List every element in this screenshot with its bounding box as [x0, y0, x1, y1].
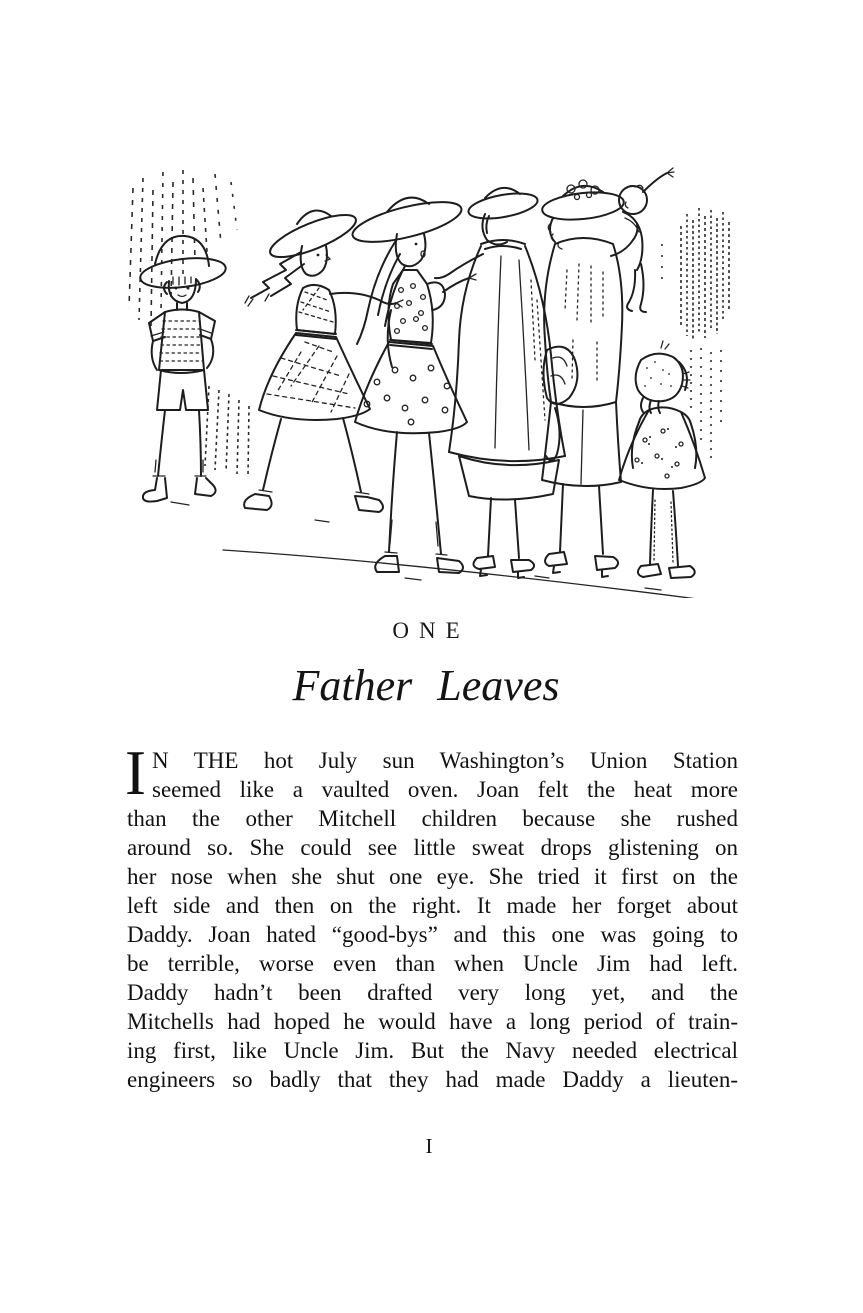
- body-paragraph: [125, 738, 738, 1094]
- body-line: ing first, like Uncle Jim. But the Navy needed electrical: [127, 1038, 738, 1063]
- body-line: N THE hot July sun Washington’s Union Station: [152, 748, 738, 773]
- chapter-number: ONE: [392, 618, 470, 643]
- station-illustration-drawing: [105, 160, 753, 598]
- right-building-sketch: [662, 208, 729, 460]
- toddler-bonnet-figure: [619, 341, 705, 578]
- body-line: seemed like a vaulted oven. Joan felt the heat more: [152, 777, 738, 802]
- mother-baby-figure: [541, 168, 674, 577]
- body-line: around so. She could see little sweat drops glistening on: [127, 835, 738, 860]
- body-line: Mitchells had hoped he would have a long period of train-: [127, 1009, 738, 1034]
- body-line: than the other Mitchell children because she rushed: [127, 806, 738, 831]
- body-line: left side and then on the right. It made her forget about: [127, 893, 738, 918]
- body-line: be terrible, worse even than when Uncle Jim had left.: [127, 951, 738, 976]
- shadow-hatching: [205, 386, 249, 476]
- body-line: engineers so badly that they had made Daddy a lieuten-: [127, 1067, 738, 1092]
- station-illustration: [105, 160, 753, 598]
- chapter-title: Father Leaves: [292, 661, 560, 710]
- body-line: Daddy. Joan hated “good-bys” and this one was going to: [127, 922, 738, 947]
- boy-figure: [139, 236, 228, 502]
- body-line: Daddy hadn’t been drafted very long yet, and the: [127, 980, 738, 1005]
- woman-coat-figure: [435, 188, 577, 578]
- sidewalk-line: [171, 502, 751, 598]
- page-number: I: [425, 1134, 433, 1158]
- body-line: her nose when she shut one eye. She tried it first on the: [127, 864, 738, 889]
- drop-cap: I: [125, 738, 146, 808]
